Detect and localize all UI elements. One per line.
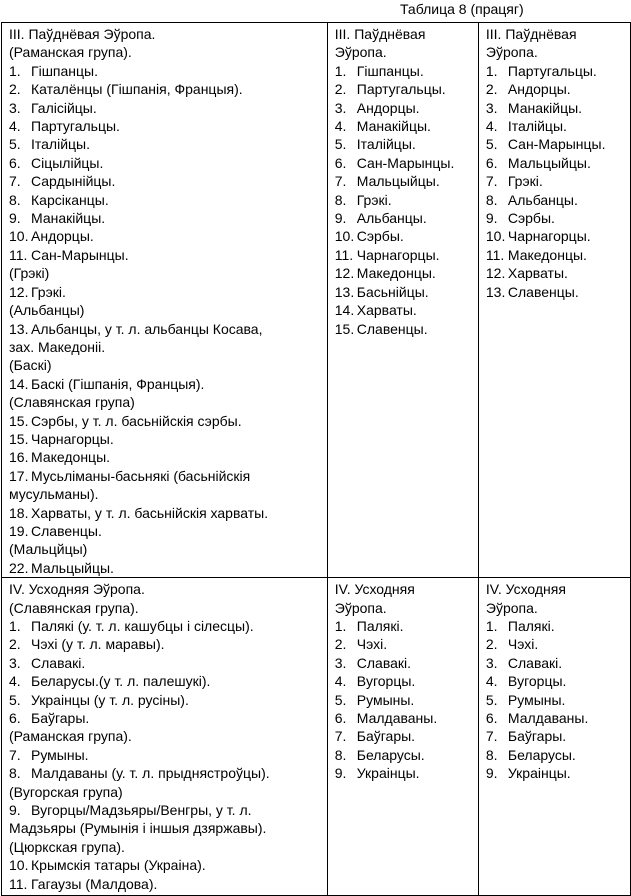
list-item	[486, 635, 628, 653]
item-text: Гішпанцы.	[31, 62, 98, 79]
item-text: Чарнагорцы.	[356, 246, 440, 263]
item-number: 3.	[334, 99, 347, 116]
item-text: Мальцыйцы.	[31, 559, 114, 576]
table-cell	[478, 578, 630, 896]
item-text: Грэкі.	[356, 191, 392, 208]
list-item	[9, 209, 325, 227]
item-text: Баскі (Гішпанія, Францыя).	[31, 375, 205, 392]
item-number: 2.	[334, 636, 347, 653]
item-text: Чэхі (у т. л. маравы).	[31, 636, 165, 653]
item-number: 13.	[9, 320, 29, 337]
item-number: 5.	[9, 136, 21, 153]
item-number: 10.	[9, 857, 29, 874]
item-text: Італійцы.	[31, 136, 91, 153]
list-item	[486, 191, 628, 209]
list-item	[9, 856, 325, 874]
item-text: Грэкі.	[507, 173, 543, 190]
item-text: Эўропа.	[485, 599, 538, 616]
list-item	[335, 191, 476, 209]
item-number: 9.	[9, 210, 21, 227]
item-text: III. Паўднёвая	[334, 26, 426, 42]
item-number: 1.	[334, 62, 347, 79]
item-text: Партугальцы.	[31, 118, 120, 135]
item-text: (Раманская група).	[9, 44, 132, 61]
item-text: (Грэкі)	[9, 265, 50, 282]
item-number: 9.	[334, 210, 347, 227]
item-text: Мадзьяры (Румынія і іншыя дзяржавы).	[9, 820, 267, 837]
item-text: Галісійцы.	[31, 99, 97, 116]
item-number: 11.	[9, 875, 28, 892]
list-item	[9, 448, 325, 466]
item-text: Беларусы.	[507, 746, 576, 763]
list-item	[9, 99, 325, 117]
item-number: 17.	[9, 467, 29, 484]
item-text: Чэхі.	[356, 636, 388, 653]
item-text: Альбанцы, у т. л. альбанцы Косава,	[31, 320, 263, 337]
group-heading	[9, 338, 325, 356]
item-number: 1.	[485, 62, 498, 79]
list-item	[335, 301, 476, 319]
item-number: 8.	[334, 746, 347, 763]
item-number: 12.	[9, 283, 29, 300]
item-number: 15.	[9, 430, 29, 447]
item-number: 7.	[9, 746, 21, 763]
list-item	[9, 375, 325, 393]
item-text: Партугальцы.	[507, 62, 597, 79]
list-item	[9, 80, 325, 98]
list-item	[9, 227, 325, 245]
list-item	[335, 691, 476, 709]
list-item	[486, 709, 628, 727]
item-text: (Цюркская група).	[9, 838, 125, 855]
item-number: 7.	[485, 173, 498, 190]
list-item	[9, 522, 325, 540]
item-text: Палякі.	[356, 618, 404, 634]
item-text: Мусьліманы-басьнякі (басьнійскія	[31, 467, 251, 484]
item-number: 1.	[9, 62, 21, 79]
list-item	[9, 117, 325, 135]
item-number: 6.	[9, 710, 21, 727]
item-number: 3.	[9, 654, 21, 671]
item-text: Эўропа.	[334, 44, 387, 61]
item-number: 1.	[485, 618, 498, 634]
item-text: Малдаваны.	[507, 710, 589, 727]
list-item	[335, 227, 476, 245]
group-heading	[9, 783, 325, 801]
list-item	[486, 227, 628, 245]
item-text: Андорцы.	[356, 99, 420, 116]
list-item	[335, 635, 476, 653]
item-text: Партугальцы.	[356, 81, 446, 98]
list-item	[335, 99, 476, 117]
item-text: Гішпанцы.	[356, 62, 424, 79]
item-number: 2.	[485, 81, 498, 98]
table-cell	[478, 23, 630, 578]
list-item	[9, 635, 325, 653]
list-item	[486, 691, 628, 709]
item-text: Славенцы.	[507, 283, 579, 300]
item-text: Баўгары.	[356, 728, 416, 745]
item-text: (Вугорская група)	[9, 783, 123, 800]
list-item	[335, 320, 476, 338]
item-number: 11.	[485, 246, 505, 263]
item-text: Македонцы.	[507, 246, 587, 263]
item-text: Румыны.	[31, 746, 89, 763]
peoples-table	[1, 22, 631, 896]
item-number: 6.	[9, 154, 21, 171]
item-text: Эўропа.	[485, 44, 538, 61]
table-cell	[327, 23, 478, 578]
list-item	[335, 746, 476, 764]
item-number: 10.	[9, 228, 29, 245]
group-heading	[9, 356, 325, 374]
list-item	[486, 617, 628, 635]
item-number: 4.	[334, 118, 347, 135]
list-item	[486, 264, 628, 282]
item-number: 19.	[9, 522, 29, 539]
item-number: 8.	[485, 746, 498, 763]
item-text: Сэрбы, у т. л. басьнійскія сэрбы.	[31, 412, 242, 429]
list-item	[9, 172, 325, 190]
list-item	[9, 320, 325, 338]
item-number: 5.	[9, 691, 21, 708]
item-text: Каталёнцы (Гішпанія, Францыя).	[31, 81, 243, 98]
item-text: (Альбанцы)	[9, 302, 85, 319]
item-text: Малдаваны.	[356, 710, 438, 727]
item-text: Крымскія татары (Украіна).	[31, 857, 206, 874]
list-item	[9, 412, 325, 430]
list-item	[486, 727, 628, 745]
group-heading	[486, 580, 628, 598]
list-item	[335, 654, 476, 672]
list-item	[335, 264, 476, 282]
list-item	[486, 135, 628, 153]
item-number: 9.	[9, 802, 21, 819]
list-item	[9, 430, 325, 448]
item-text: Італійцы.	[507, 118, 567, 135]
list-item	[9, 709, 325, 727]
list-item	[486, 764, 628, 782]
item-text: Басьнійцы.	[356, 283, 429, 300]
item-text: Альбанцы.	[356, 210, 427, 227]
item-number: 5.	[485, 136, 498, 153]
item-text: Славакі.	[31, 654, 86, 671]
item-number: 2.	[9, 81, 21, 98]
table-caption: Таблица 8 (працяг)	[400, 1, 524, 17]
item-number: 11.	[9, 246, 28, 263]
list-item	[486, 172, 628, 190]
list-item	[335, 283, 476, 301]
list-item	[9, 875, 325, 893]
list-item	[9, 654, 325, 672]
list-item	[9, 801, 325, 819]
item-text: Славенцы.	[31, 522, 102, 539]
item-text: Сэрбы.	[356, 228, 404, 245]
item-number: 9.	[485, 210, 498, 227]
list-item	[9, 617, 325, 635]
item-number: 15.	[334, 320, 355, 337]
table-row-south-europe	[2, 23, 631, 578]
list-item	[486, 746, 628, 764]
item-text: Малдаваны (у. т. л. прыднястроўцы).	[31, 765, 270, 782]
list-item	[9, 135, 325, 153]
item-number: 1.	[9, 618, 21, 634]
item-number: 3.	[485, 99, 498, 116]
item-number: 4.	[485, 118, 498, 135]
item-number: 8.	[9, 191, 21, 208]
list-item	[9, 191, 325, 209]
item-number: 14.	[9, 375, 29, 392]
table-cell	[2, 23, 328, 578]
list-item	[9, 764, 325, 782]
list-item	[486, 654, 628, 672]
item-text: III. Паўднёвая	[485, 26, 577, 42]
list-item	[335, 672, 476, 690]
item-text: Італійцы.	[356, 136, 416, 153]
item-text: Мальцыйцы.	[507, 154, 591, 171]
item-text: IV. Усходняя	[485, 581, 566, 598]
list-item	[335, 246, 476, 264]
item-number: 8.	[334, 191, 347, 208]
group-heading	[9, 393, 325, 411]
item-number: 4.	[334, 673, 347, 690]
item-text: Вугорцы.	[507, 673, 567, 690]
item-text: Харваты.	[356, 302, 417, 319]
item-number: 7.	[485, 728, 498, 745]
item-number: 13.	[334, 283, 355, 300]
list-item	[335, 117, 476, 135]
list-item	[335, 135, 476, 153]
list-item	[9, 283, 325, 301]
item-text: Чарнагорцы.	[507, 228, 591, 245]
group-heading	[9, 819, 325, 837]
list-item	[486, 62, 628, 80]
item-text: Баўгары.	[507, 728, 567, 745]
item-text: (Раманская група).	[9, 728, 132, 745]
item-number: 9.	[485, 765, 498, 782]
group-heading	[486, 599, 628, 617]
item-text: Беларусы.(у т. л. палешукі).	[31, 673, 211, 690]
item-text: Мальцыйцы.	[356, 173, 440, 190]
group-heading	[335, 25, 476, 43]
item-text: Баўгары.	[31, 710, 90, 727]
group-heading	[9, 727, 325, 745]
group-heading	[9, 485, 325, 503]
list-item	[9, 62, 325, 80]
group-heading	[335, 43, 476, 61]
item-number: 16.	[9, 449, 29, 466]
item-text: IV. Усходняя	[334, 581, 415, 598]
list-item	[335, 709, 476, 727]
item-text: (Мальцйцы)	[9, 541, 88, 558]
item-text: Македонцы.	[31, 449, 111, 466]
item-text: Андорцы.	[31, 228, 94, 245]
item-text: Грэкі.	[31, 283, 66, 300]
group-heading	[9, 301, 325, 319]
item-text: Сан-Марынцы.	[31, 246, 129, 263]
item-number: 6.	[485, 710, 498, 727]
group-heading	[486, 25, 628, 43]
item-text: (Славянская група)	[9, 394, 135, 411]
item-number: 12.	[485, 265, 506, 282]
list-item	[9, 691, 325, 709]
list-item	[486, 672, 628, 690]
item-number: 2.	[9, 636, 21, 653]
item-number: 3.	[9, 99, 21, 116]
item-text: Манакійцы.	[356, 118, 431, 135]
item-text: Румыны.	[507, 691, 566, 708]
list-item	[9, 154, 325, 172]
item-text: Харваты, у т. л. басьнійскія харваты.	[31, 504, 269, 521]
item-number: 15.	[9, 412, 29, 429]
item-text: Румыны.	[356, 691, 415, 708]
item-text: Альбанцы.	[507, 191, 578, 208]
item-text: Украінцы.	[356, 765, 420, 782]
item-text: Вугорцы.	[356, 673, 416, 690]
item-number: 6.	[334, 154, 347, 171]
item-text: Славакі.	[507, 654, 563, 671]
item-number: 4.	[9, 673, 21, 690]
list-item	[486, 80, 628, 98]
item-text: III. Паўднёвая Эўропа.	[9, 26, 156, 42]
item-number: 6.	[334, 710, 347, 727]
group-heading	[9, 25, 325, 43]
item-number: 2.	[485, 636, 498, 653]
item-text: Манакійцы.	[507, 99, 583, 116]
item-number: 8.	[9, 765, 21, 782]
item-number: 18.	[9, 504, 29, 521]
list-item	[9, 672, 325, 690]
list-item	[335, 172, 476, 190]
list-item	[335, 80, 476, 98]
group-heading	[9, 580, 325, 598]
item-text: Палякі (у. т. л. кашубцы і сілесцы).	[31, 618, 254, 634]
item-number: 13.	[485, 283, 506, 300]
item-text: Сэрбы.	[507, 210, 555, 227]
item-text: Чэхі.	[507, 636, 539, 653]
list-item	[486, 209, 628, 227]
item-number: 9.	[334, 765, 347, 782]
item-number: 12.	[334, 265, 355, 282]
item-number: 14.	[334, 302, 355, 319]
list-item	[335, 62, 476, 80]
item-number: 5.	[334, 136, 347, 153]
item-text: (Баскі)	[9, 357, 52, 374]
list-item	[335, 154, 476, 172]
item-number: 7.	[334, 173, 347, 190]
item-number: 8.	[485, 191, 498, 208]
item-text: Сан-Марынцы.	[356, 154, 455, 171]
item-number: 5.	[334, 691, 347, 708]
group-heading	[9, 599, 325, 617]
item-number: 10.	[334, 228, 355, 245]
item-text: Палякі.	[507, 618, 555, 634]
item-number: 4.	[485, 673, 498, 690]
group-heading	[9, 838, 325, 856]
list-item	[335, 764, 476, 782]
item-number: 7.	[334, 728, 347, 745]
item-text: Харваты.	[507, 265, 568, 282]
table-row-east-europe	[2, 578, 631, 896]
list-item	[9, 467, 325, 485]
list-item	[486, 246, 628, 264]
group-heading	[9, 264, 325, 282]
item-number: 3.	[334, 654, 347, 671]
item-number: 22.	[9, 559, 29, 576]
list-item	[486, 154, 628, 172]
item-text: Сардынійцы.	[31, 173, 116, 190]
item-text: Чарнагорцы.	[31, 430, 114, 447]
item-number: 11.	[334, 246, 354, 263]
list-item	[9, 746, 325, 764]
group-heading	[9, 43, 325, 61]
list-item	[335, 209, 476, 227]
item-text: Вугорцы/Мадзьяры/Венгры, у т. л.	[31, 802, 252, 819]
item-text: Славенцы.	[356, 320, 428, 337]
item-number: 6.	[485, 154, 498, 171]
group-heading	[335, 599, 476, 617]
list-item	[486, 99, 628, 117]
item-text: Манакійцы.	[31, 210, 106, 227]
list-item	[486, 283, 628, 301]
list-item	[9, 246, 325, 264]
list-item	[9, 504, 325, 522]
group-heading	[486, 43, 628, 61]
item-text: Андорцы.	[507, 81, 571, 98]
item-text: Беларусы.	[356, 746, 425, 763]
group-heading	[9, 540, 325, 558]
item-text: Сіцылійцы.	[31, 154, 104, 171]
item-text: Украінцы.	[507, 765, 571, 782]
list-item	[9, 559, 325, 577]
item-number: 4.	[9, 118, 21, 135]
item-number: 1.	[334, 618, 347, 634]
item-text: мусульманы).	[9, 486, 99, 503]
item-text: Сан-Марынцы.	[507, 136, 606, 153]
item-text: Карсіканцы.	[31, 191, 109, 208]
item-text: Гагаузы (Малдова).	[31, 875, 158, 892]
list-item	[486, 117, 628, 135]
item-text: Эўропа.	[334, 599, 387, 616]
group-heading	[335, 580, 476, 598]
item-number: 3.	[485, 654, 498, 671]
list-item	[335, 727, 476, 745]
list-item	[335, 617, 476, 635]
item-text: (Славянская група).	[9, 599, 139, 616]
item-text: Украінцы (у т. л. русіны).	[31, 691, 189, 708]
item-number: 10.	[485, 228, 506, 245]
item-number: 7.	[9, 173, 21, 190]
item-number: 2.	[334, 81, 347, 98]
item-text: зах. Македоніі.	[9, 338, 106, 355]
item-text: Славакі.	[356, 654, 412, 671]
item-text: Македонцы.	[356, 265, 436, 282]
table-cell	[2, 578, 328, 896]
table-cell	[327, 578, 478, 896]
item-text: IV. Усходняя Эўропа.	[9, 581, 145, 598]
item-number: 5.	[485, 691, 498, 708]
